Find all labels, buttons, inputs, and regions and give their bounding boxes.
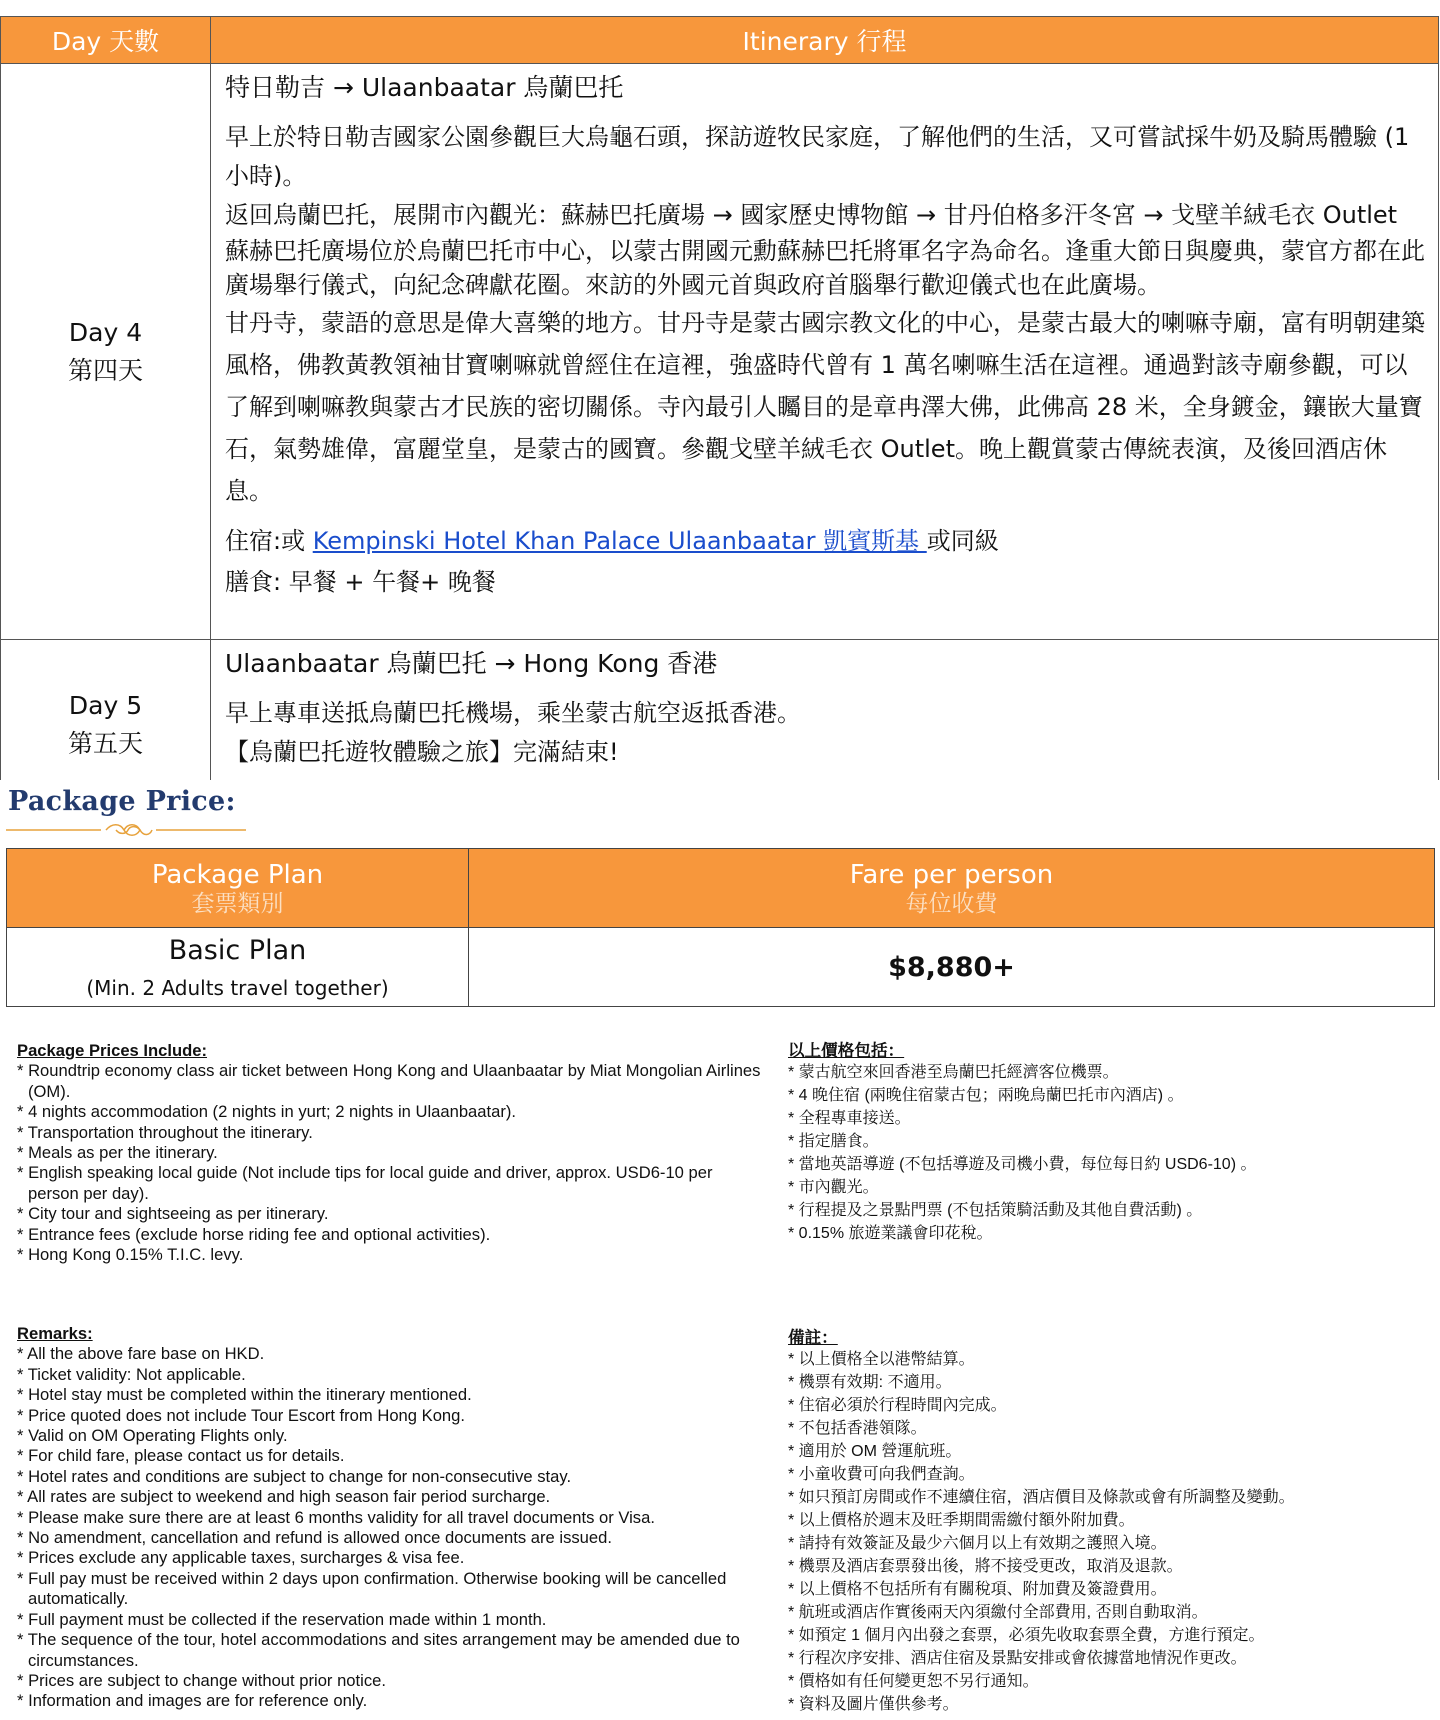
package-price-title: Package Price: [8,786,236,817]
day5-title: Ulaanbaatar 烏蘭巴托 → Hong Kong 香港 [225,649,718,678]
list-item: * 以上價格於週末及旺季期間需繳付額外附加費。 [788,1509,1428,1532]
list-item: * Entrance fees (exclude horse riding fee and optional activities). [17,1225,762,1245]
list-item: * 當地英語導遊 (不包括導遊及司機小費，每位每日約 USD6-10) 。 [788,1153,1428,1176]
day-column-header: Day 天數 [1,17,211,64]
list-item: * Hotel rates and conditions are subject to change for non-consecutive stay. [17,1467,762,1487]
list-item: * 行程提及之景點門票 (不包括策騎活動及其他自費活動) 。 [788,1199,1428,1222]
list-item: * 住宿必須於行程時間內完成。 [788,1394,1428,1417]
list-item: * 0.15% 旅遊業議會印花稅。 [788,1222,1428,1245]
includes-zh [788,1041,1428,1245]
day4-title: 特日勒吉 → Ulaanbaatar 烏蘭巴托 [225,73,624,102]
package-plan-header [7,849,469,928]
hotel-link[interactable]: Kempinski Hotel Khan Palace Ulaanbaatar 凱賓斯基 [312,527,927,555]
plan-cell [7,928,469,1007]
list-item: * Ticket validity: Not applicable. [17,1365,762,1385]
list-item: * Transportation throughout the itinerary. [17,1123,762,1143]
list-item: * 機票有效期: 不適用。 [788,1371,1428,1394]
list-item: * 如預定 1 個月內出發之套票，必須先收取套票全費，方進行預定。 [788,1624,1428,1647]
includes-en-list [17,1061,762,1265]
list-item: * Full payment must be collected if the reservation made within 1 month. [17,1610,762,1630]
hotel-prefix: 住宿:或 [225,527,313,555]
list-item: * English speaking local guide (Not include tips for local guide and driver, approx. USD6-10 per person per day). [17,1163,762,1204]
day5-en: Day 5 [68,690,143,720]
list-item: * Please make sure there are at least 6 months validity for all travel documents or Visa. [17,1508,762,1528]
day4-para-morning: 早上於特日勒吉國家公園參觀巨大烏龜石頭，探訪遊牧民家庭，了解他們的生活，又可嘗試採牛奶及騎馬體驗 (1 小時)。 [225,123,1410,190]
list-item: * 以上價格不包括所有有關稅項、附加費及簽證費用。 [788,1578,1428,1601]
list-item: * 指定膳食。 [788,1130,1428,1153]
list-item: * Hotel stay must be completed within the itinerary mentioned. [17,1385,762,1405]
day4-meals: 膳食: 早餐 + 午餐+ 晚餐 [225,568,496,596]
day4-para-square: 蘇赫巴托廣場位於烏蘭巴托市中心，以蒙古開國元勳蘇赫巴托將軍名字為命名。逢重大節日與慶典，蒙官方都在此廣場舉行儀式，向紀念碑獻花圈。來訪的外國元首與政府首腦舉行歡迎儀式也在此廣場。 [225,237,1425,299]
list-item: * 4 nights accommodation (2 nights in yurt; 2 nights in Ulaanbaatar). [17,1102,762,1122]
list-item: * Prices exclude any applicable taxes, surcharges & visa fee. [17,1548,762,1568]
list-item: * Meals as per the itinerary. [17,1143,762,1163]
list-item: * For child fare, please contact us for details. [17,1446,762,1466]
list-item: * No amendment, cancellation and refund is allowed once documents are issued. [17,1528,762,1548]
hotel-suffix: 或同級 [926,527,999,555]
day4-hotel [225,520,1426,562]
includes-en-heading: Package Prices Include: [17,1041,208,1060]
day4-en: Day 4 [68,317,143,347]
package-price-table [6,848,1435,1007]
price-header-row [7,849,1435,928]
day4-zh: 第四天 [67,355,143,385]
day4-para-monastery: 甘丹寺，蒙語的意思是偉大喜樂的地方。甘丹寺是蒙古國宗教文化的中心，是蒙古最大的喇嘛寺廟，富有明朝建築風格，佛教黃教領袖甘寶喇嘛就曾經住在這裡，強盛時代曾有 1 萬名喇嘛生活在這裡。通過對該寺廟參觀，可以了解到喇嘛教與蒙古才民族的密切關係。寺內最引人矚目的是章冉澤大佛，此佛高 28 米，全身鍍金，鑲嵌大量寶石，氣勢雄偉，富麗堂皇，是蒙古的國寶。參觀戈壁羊絨毛衣 Outlet。晚上觀賞蒙古傳統表演，及後回酒店休息。 [225,309,1425,505]
list-item: * 市內觀光。 [788,1176,1428,1199]
package-plan-label: Package Plan [151,860,324,890]
list-item: * 小童收費可向我們查詢。 [788,1463,1428,1486]
list-item: * 蒙古航空來回香港至烏蘭巴托經濟客位機票。 [788,1061,1428,1084]
list-item: * 航班或酒店作實後兩天內須繳付全部費用, 否則自動取消。 [788,1601,1428,1624]
plan-note: (Min. 2 Adults travel together) [86,976,389,1000]
price-row [7,928,1435,1007]
fare-header [469,849,1435,928]
day5-content [211,640,1439,780]
remarks-zh [788,1328,1428,1716]
day4-label [1,64,211,640]
list-item: * Information and images are for reference only. [17,1691,762,1711]
itinerary-table [0,16,1439,780]
list-item: * 適用於 OM 營運航班。 [788,1440,1428,1463]
list-item: * All the above fare base on HKD. [17,1344,762,1364]
remarks-en-heading: Remarks: [17,1324,93,1343]
list-item: * City tour and sightseeing as per itinerary. [17,1204,762,1224]
itinerary-header-row [1,17,1439,64]
list-item: * 4 晚住宿 (兩晚住宿蒙古包；兩晚烏蘭巴托市內酒店) 。 [788,1084,1428,1107]
list-item: * Full pay must be received within 2 days upon confirmation. Otherwise booking will be cancelled automatically. [17,1569,762,1610]
day4-row [1,64,1439,640]
package-plan-label-zh: 套票類別 [191,891,284,917]
includes-zh-list [788,1061,1428,1245]
day4-para-citytour: 返回烏蘭巴托，展開市內觀光：蘇赫巴托廣場 → 國家歷史博物館 → 甘丹伯格多汗冬宮 → 戈壁羊絨毛衣 Outlet [225,201,1398,229]
day5-zh: 第五天 [67,728,143,758]
list-item: * 價格如有任何變更恕不另行通知。 [788,1670,1428,1693]
list-item: * 如只預訂房間或作不連續住宿，酒店價目及條款或會有所調整及變動。 [788,1486,1428,1509]
plan-name: Basic Plan [168,935,307,966]
list-item: * 以上價格全以港幣結算。 [788,1348,1428,1371]
list-item: * 機票及酒店套票發出後，將不接受更改，取消及退款。 [788,1555,1428,1578]
day4-content [211,64,1439,640]
fare-label-zh: 每位收費 [905,891,998,917]
ornament-divider-icon [6,822,246,838]
list-item: * Hong Kong 0.15% T.I.C. levy. [17,1245,762,1265]
remarks-en-list [17,1344,762,1711]
remarks-zh-list [788,1348,1428,1716]
day5-row [1,640,1439,780]
includes-en [17,1041,762,1265]
list-item: * The sequence of the tour, hotel accommodations and sites arrangement may be amended due to circumstances. [17,1630,762,1671]
day5-para-airport: 早上專車送抵烏蘭巴托機場，乘坐蒙古航空返抵香港。 [225,699,801,727]
list-item: * 不包括香港領隊。 [788,1417,1428,1440]
fare-value: $8,880+ [469,928,1435,1007]
list-item: * 行程次序安排、酒店住宿及景點安排或會依據當地情況作更改。 [788,1647,1428,1670]
list-item: * 全程專車接送。 [788,1107,1428,1130]
fare-label: Fare per person [849,860,1054,890]
list-item: * 資料及圖片僅供參考。 [788,1693,1428,1716]
day5-label [1,640,211,780]
list-item: * All rates are subject to weekend and high season fair period surcharge. [17,1487,762,1507]
list-item: * Prices are subject to change without prior notice. [17,1671,762,1691]
list-item: * Roundtrip economy class air ticket between Hong Kong and Ulaanbaatar by Miat Mongolian Airlines (OM). [17,1061,762,1102]
remarks-en [17,1324,762,1712]
list-item: * 請持有效簽証及最少六個月以上有效期之護照入境。 [788,1532,1428,1555]
itinerary-column-header: Itinerary 行程 [211,17,1439,64]
includes-zh-heading: 以上價格包括： [788,1041,905,1060]
list-item: * Price quoted does not include Tour Escort from Hong Kong. [17,1406,762,1426]
day5-para-end: 【烏蘭巴托遊牧體驗之旅】完滿結束! [225,738,619,766]
remarks-zh-heading: 備註： [788,1328,838,1347]
list-item: * Valid on OM Operating Flights only. [17,1426,762,1446]
